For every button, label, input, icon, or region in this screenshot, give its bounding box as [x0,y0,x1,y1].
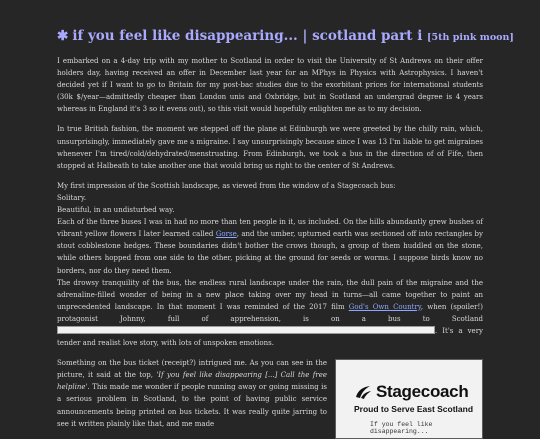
film-link[interactable]: God's Own Country [348,302,421,311]
ticket-section [57,357,483,436]
impression-body-1 [57,216,483,276]
impression-text: , and the umber, upturned earth was sectioned off into rectangles by stout cobblestone hedges. These boundaries didn't bother the crows though, a group of them huddled on the stone, while others hopped from one side to the other, picking at the ground for seeds or worms. I suppose birds know no borders, nor do they need them. [57,230,483,275]
paragraph-arrival: In true British fashion, the moment we stepped off the plane at Edinburgh we were greeted by the chilly rain, which, unsurprisingly, immediately gave me a migraine. I say unsurprisingly because since I was 13 I'm liable to get migraines whenever I'm tired/cold/dehydrated/menstruating. From Edinburgh, we took a bus in the direction of of Fife, then stopped at Halbeath to take another one that would bring us right to the center of St Andrews. [57,125,483,170]
post-title-text[interactable]: if you feel like disappearing... | scotland part i [72,28,423,44]
spoiler-redaction[interactable] [57,326,435,334]
ticket-quote: 'If you feel like disappearing [...] Call the free helpline' [57,371,327,392]
impression-text: Each of the three buses I was in had no more than ten people in it, us included. On the hills abundantly grew bushes of vibrant yellow flowers I later learned called [57,218,483,239]
gorse-link[interactable]: Gorse [215,230,237,239]
paragraph-impression [57,180,483,349]
ticket-para-text: Something on the bus ticket (receipt?) intrigued me. As you can see in the picture, it said at the top, [57,359,327,380]
ticket-printed-text: If you feel like disappearing... [370,421,433,436]
impression-text: , when (spoiler!) protagonist Johnny, full of apprehension, is on a bus to Scotland [57,302,484,323]
impression-text: The drowsy tranquility of the bus, the endless rural landscape under the rain, the dull pain of the migraine and the adrenaline-filled wonder of being in a new place taking over my head in turns—all came together to paint an unprecedented landscape. In that moment I was reminded of the 2017 film [57,278,483,311]
impression-text: . It's a very tender and realist love story, with lots of unspoken emotions. [57,326,483,348]
paragraph-intro: I embarked on a 4-day trip with my mother to Scotland in order to visit the University of St Andrews on their offer holders day, having received an offer in December last year for an MPhys in Physics with Astrophysics. I haven't decided yet if I want to go to Britain for my post-bac studies due to the exorbitant prices for international students (30k $/year—admittedly cheaper than London unis and Oxbridge, but in Scotland an undergrad degree is 4 years whereas in England it's 3 so it evens out), so this visit would hopefully enlighten me as to my decision. [57,57,483,114]
impression-line-3: Beautiful, in an undisturbed way. [57,206,175,215]
ticket-tagline: Proud to Serve East Scotland [354,404,474,415]
impression-body-2 [57,277,483,350]
post-title-tag: [5th pink moon] [427,32,514,43]
stagecoach-swoosh-icon [354,384,372,400]
impression-line-2: Solitary. [57,193,87,202]
bus-ticket-photo [335,359,483,439]
blog-post [57,28,514,438]
post-title[interactable] [57,28,514,46]
impression-line-1: My first impression of the Scottish landscape, as viewed from the window of a Stagecoach bus: [57,181,396,190]
ticket-photo-wrapper [335,359,483,436]
ticket-brand: Stagecoach [376,382,469,402]
stagecoach-logo [354,382,468,402]
snowflake-icon: ✱ [57,28,69,44]
ticket-para-text: . This made me wonder if people running away or going missing is a serious problem in Scotland, to the point of having public service announcements being printed on bus tickets. It was really quite jarring to see it written plainly like that, and me made [57,383,327,428]
